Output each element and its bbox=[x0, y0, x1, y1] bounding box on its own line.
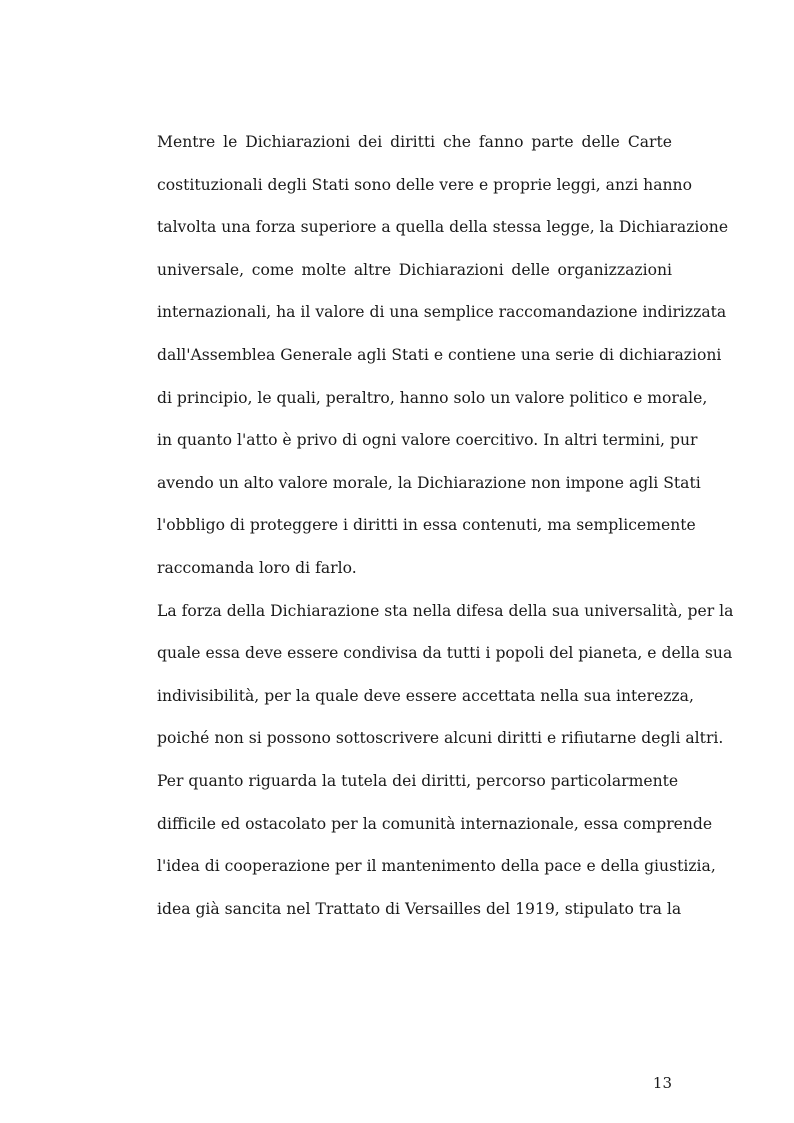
body-text bbox=[157, 128, 734, 937]
text-line: internazionali, ha il valore di una semplice raccomandazione indirizzata bbox=[157, 303, 727, 322]
text-line: costituzionali degli Stati sono delle vere e proprie leggi, anzi hanno bbox=[157, 175, 692, 194]
text-line: l'obbligo di proteggere i diritti in essa contenuti, ma semplicemente bbox=[157, 516, 696, 535]
text-line: raccomanda loro di farlo. bbox=[157, 558, 357, 577]
text-line: Per quanto riguarda la tutela dei diritti, percorso particolarmente bbox=[157, 771, 679, 790]
text-line: indivisibilità, per la quale deve essere accettata nella sua interezza, bbox=[157, 686, 694, 705]
page-number: 13 bbox=[652, 1074, 672, 1092]
text-line: idea già sancita nel Trattato di Versailles del 1919, stipulato tra la bbox=[157, 899, 682, 918]
text-line: difficile ed ostacolato per la comunità internazionale, essa comprende bbox=[157, 814, 713, 833]
text-line: La forza della Dichiarazione sta nella difesa della sua universalità, per la bbox=[157, 601, 734, 620]
text-line: universale, come molte altre Dichiarazioni delle organizzazioni bbox=[157, 260, 672, 279]
text-line: l'idea di cooperazione per il mantenimento della pace e della giustizia, bbox=[157, 857, 716, 876]
text-line: quale essa deve essere condivisa da tutti i popoli del pianeta, e della sua bbox=[157, 644, 733, 663]
text-line: Mentre le Dichiarazioni dei diritti che fanno parte delle Carte bbox=[157, 133, 672, 151]
text-line: poiché non si possono sottoscrivere alcuni diritti e rifiutarne degli altri. bbox=[157, 729, 724, 748]
text-line: dall'Assemblea Generale agli Stati e contiene una serie di dichiarazioni bbox=[157, 345, 722, 364]
text-line: talvolta una forza superiore a quella della stessa legge, la Dichiarazione bbox=[157, 218, 729, 237]
text-line: avendo un alto valore morale, la Dichiarazione non impone agli Stati bbox=[157, 473, 701, 492]
text-line: di principio, le quali, peraltro, hanno solo un valore politico e morale, bbox=[157, 388, 708, 407]
text-line: in quanto l'atto è privo di ogni valore coercitivo. In altri termini, pur bbox=[157, 431, 698, 450]
